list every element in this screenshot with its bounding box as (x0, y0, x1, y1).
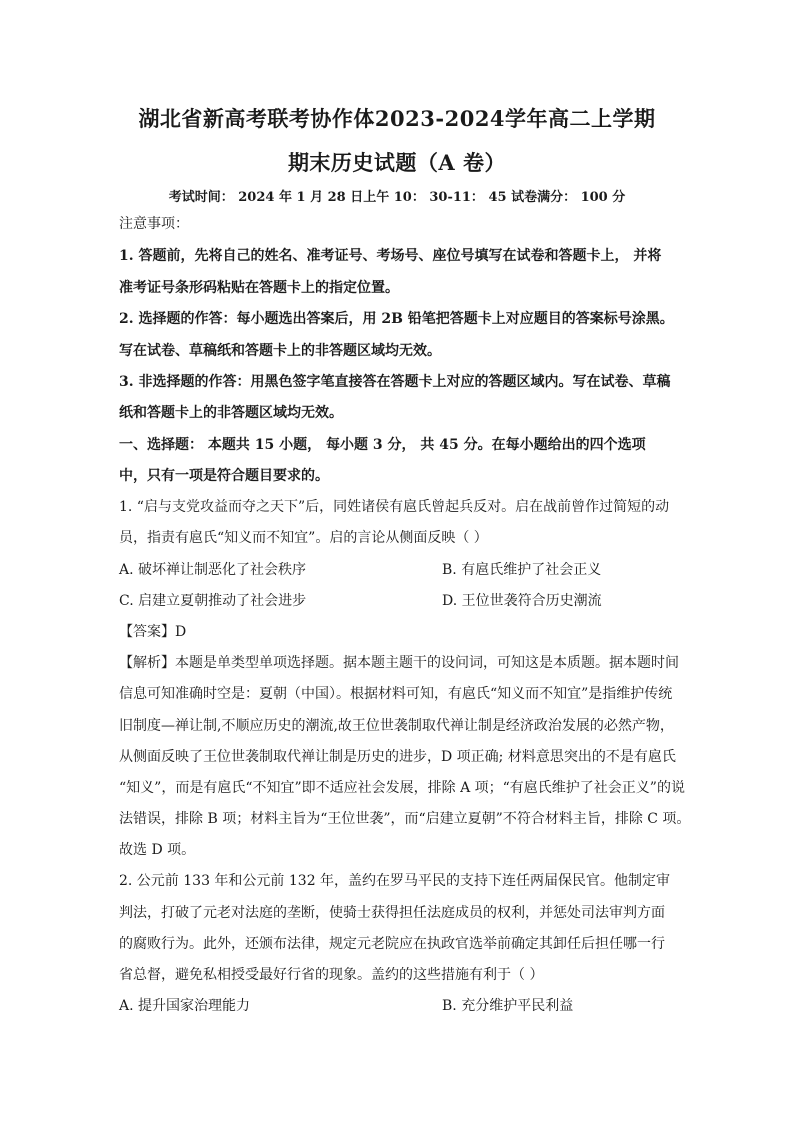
q1-option-b: B. 有扈氏维护了社会正义 (442, 562, 602, 578)
q2-option-b: B. 充分维护平民利益 (442, 998, 574, 1014)
notes-line: 3. 非选择题的作答：用黑色签字笔直接答在答题卡上对应的答题区域内。写在试卷、草稿 (119, 374, 671, 390)
notes-heading: 注意事项： (119, 216, 189, 232)
exam-title-line1: 湖北省新高考联考协作体2023-2024学年高二上学期 (138, 106, 656, 131)
question-2-stem: 的腐败行为。此外，还颁布法律，规定元老院应在执政官选举前确定其卸任后担任哪一行 (119, 936, 665, 952)
section-heading: 中，只有一项是符合题目要求的。 (119, 468, 329, 484)
q1-answer: 【答案】D (119, 624, 187, 640)
exam-title-line2: 期末历史试题（A 卷） (287, 150, 507, 175)
question-2-stem: 省总督，避免私相授受最好行省的现象。盖约的这些措施有利于（ ） (119, 967, 544, 983)
notes-line: 写在试卷、草稿纸和答题卡上的非答题区域均无效。 (119, 343, 441, 359)
exam-info: 考试时间： 2024 年 1 月 28 日上午 10： 30-11： 45 试卷满分： 100 分 (168, 190, 626, 205)
q1-analysis-line: 【解析】本题是单类型单项选择题。据本题主题干的设问词，可知这是本质题。据本题时间 (119, 655, 679, 671)
notes-line: 纸和答题卡上的非答题区域均无效。 (119, 405, 343, 421)
question-2-stem: 2. 公元前 133 年和公元前 132 年，盖约在罗马平民的支持下连任两届保民官。他制定审 (119, 873, 671, 889)
q1-analysis-line: 故选 D 项。 (119, 842, 196, 858)
notes-line: 1. 答题前，先将自己的姓名、准考证号、考场号、座位号填写在试卷和答题卡上， 并将 (119, 248, 662, 264)
question-1-stem: 员，指责有扈氏“知义而不知宜”。启的言论从侧面反映（ ） (119, 530, 488, 546)
question-1-stem: 1. “启与支党攻益而夺之天下”后，同姓诸侯有扈氏曾起兵反对。启在战前曾作过简短的动 (119, 499, 670, 515)
q1-analysis-line: “知义”，而是有扈氏“不知宜”即不适应社会发展，排除 A 项；“有扈氏维护了社会正义”的说 (119, 780, 685, 796)
notes-line: 2. 选择题的作答：每小题选出答案后，用 2B 铅笔把答题卡上对应题目的答案标号涂黑。 (119, 311, 674, 327)
q1-option-d: D. 王位世袭符合历史潮流 (442, 593, 602, 609)
q1-analysis-line: 法错误，排除 B 项；材料主旨为“王位世袭”，而“启建立夏朝”不符合材料主旨，排除 C 项。 (119, 811, 691, 827)
notes-line: 准考证号条形码粘贴在答题卡上的指定位置。 (119, 280, 399, 296)
q1-analysis-line: 旧制度—禅让制,不顺应历史的潮流,故王位世袭制取代禅让制是经济政治发展的必然产物， (119, 718, 674, 734)
q1-analysis-line: 信息可知准确时空是：夏朝（中国）。根据材料可知，有扈氏“知义而不知宜”是指维护传统 (119, 686, 673, 702)
q1-option-a: A. 破坏禅让制恶化了社会秩序 (119, 562, 307, 578)
question-2-stem: 判法，打破了元老对法庭的垄断，使骑士获得担任法庭成员的权利，并惩处司法审判方面 (119, 905, 665, 921)
q2-option-a: A. 提升国家治理能力 (119, 998, 251, 1014)
q1-analysis-line: 从侧面反映了王位世袭制取代禅让制是历史的进步，D 项正确; 材料意思突出的不是有扈氏 (119, 749, 676, 765)
section-heading: 一、选择题： 本题共 15 小题， 每小题 3 分， 共 45 分。在每小题给出的四个选项 (119, 437, 646, 453)
q1-option-c: C. 启建立夏朝推动了社会进步 (119, 593, 307, 609)
